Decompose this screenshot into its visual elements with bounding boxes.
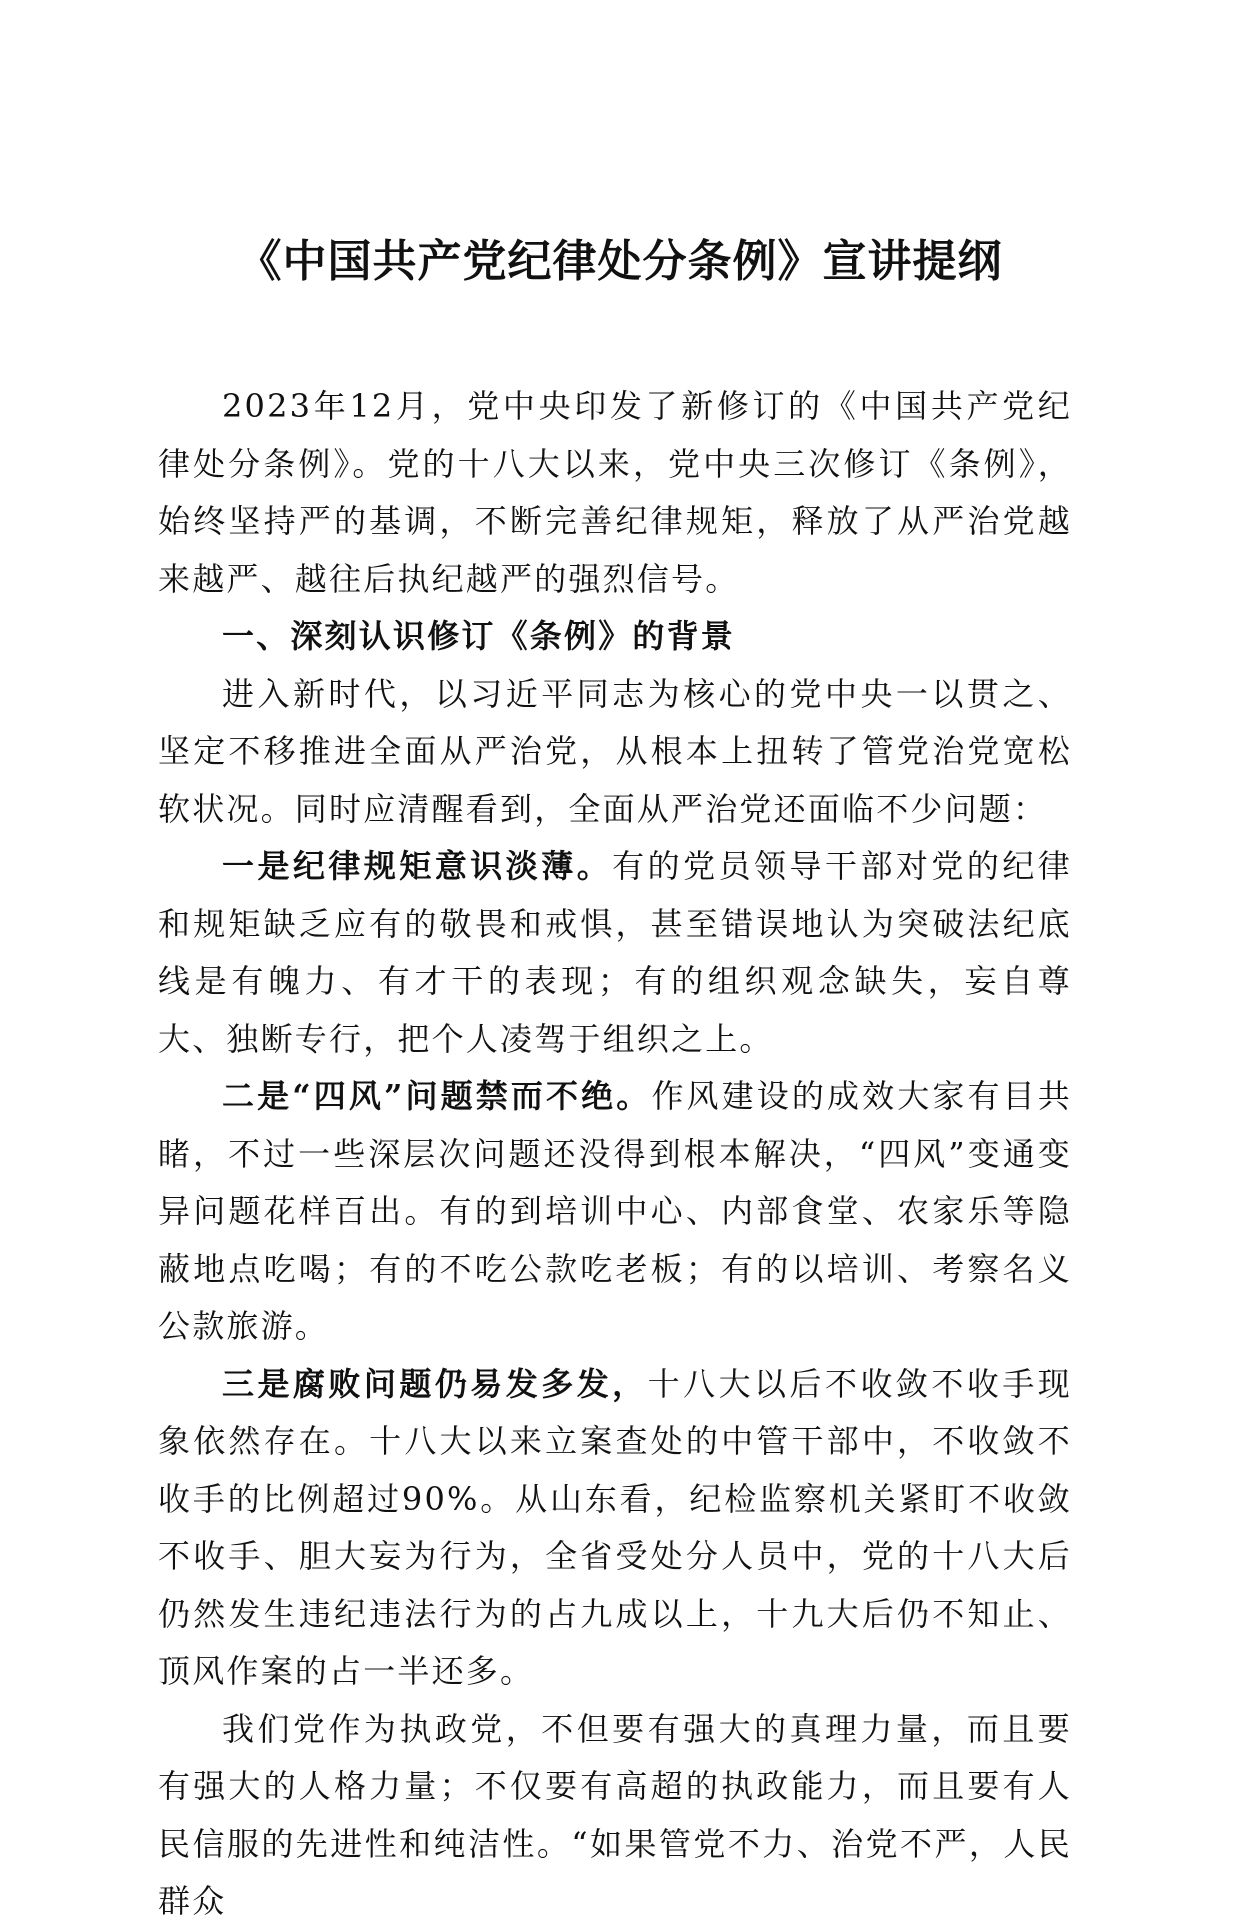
section-heading-background: [158, 608, 1072, 666]
paragraph-new-era: [158, 666, 1072, 839]
section-heading-text: 一、深刻认识修订《条例》的背景: [222, 617, 736, 655]
paragraph-point-one: [158, 838, 1072, 1068]
document-title: 《中国共产党纪律处分条例》宣讲提纲: [237, 236, 1003, 287]
point-lead: 二是“四风”问题禁而不绝。: [222, 1077, 652, 1115]
paragraph-text: 作风建设的成效大家有目共睹，不过一些深层次问题还没得到根本解决，“四风”变通变异问题花样百出。有的到培训中心、内部食堂、农家乐等隐蔽地点吃喝；有的不吃公款吃老板；有的以培训、考察名义公款旅游。: [158, 1077, 1073, 1345]
paragraph-text: 2023年12月，党中央印发了新修订的《中国共产党纪律处分条例》。党的十八大以来，党中央三次修订《条例》，始终坚持严的基调，不断完善纪律规矩，释放了从严治党越来越严、越往后执纪越严的强烈信号。: [158, 387, 1072, 598]
paragraph-intro: [158, 378, 1072, 608]
paragraph-text: 我们党作为执政党，不但要有强大的真理力量，而且要有强大的人格力量；不仅要有高超的执政能力，而且要有人民信服的先进性和纯洁性。“如果管党不力、治党不严，人民群众: [158, 1709, 1072, 1920]
paragraph-ruling-party: [158, 1701, 1072, 1931]
paragraph-point-three: [158, 1356, 1072, 1701]
paragraph-text: 有的党员领导干部对党的纪律和规矩缺乏应有的敬畏和戒惧，甚至错误地认为突破法纪底线是有魄力、有才干的表现；有的组织观念缺失，妄自尊大、独断专行，把个人凌驾于组织之上。: [158, 847, 1073, 1058]
document-body: [158, 378, 1072, 1931]
point-lead: 三是腐败问题仍易发多发，: [222, 1364, 648, 1403]
paragraph-text: 进入新时代，以习近平同志为核心的党中央一以贯之、坚定不移推进全面从严治党，从根本上扭转了管党治党宽松软状况。同时应清醒看到，全面从严治党还面临不少问题：: [158, 674, 1072, 828]
paragraph-point-two: [158, 1068, 1072, 1356]
point-lead: 一是纪律规矩意识淡薄。: [222, 847, 613, 885]
paragraph-text: 十八大以后不收敛不收手现象依然存在。十八大以来立案查处的中管干部中，不收敛不收手的比例超过90%。从山东看，纪检监察机关紧盯不收敛不收手、胆大妄为行为，全省受处分人员中，党的十八大后仍然发生违纪违法行为的占九成以上，十九大后仍不知止、顶风作案的占一半还多。: [158, 1364, 1073, 1690]
